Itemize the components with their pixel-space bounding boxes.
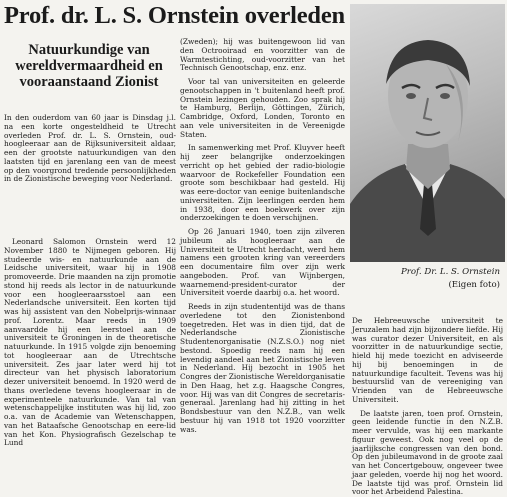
article-column-1 (4, 114, 176, 184)
paragraph: De laatste jaren, toen prof. Ornstein, geen leidende functie in den N.Z.B. meer vervulde, was hij een markante figuur geweest. Ook nog veel op de jaarlijksche congressen van den bond. Op den jubileumavond in de groote zaal van het Concertgebouw, ongeveer twee jaar geleden, voerde hij nog het woord. De laatste tijd was prof. Ornstein lid voor het Arbeidend Palestina. (352, 410, 503, 497)
article-column-3 (352, 317, 503, 497)
subhead: Natuurkundige van wereldvermaardheid en vooraanstaand Zionist (4, 42, 174, 90)
paragraph: In den ouderdom van 60 jaar is Dinsdag j.l. na een korte ongesteldheid te Utrecht overleden Prof. dr. L. S. Ornstein, oud-hoogleeraar aan de Rijksuniversiteit aldaar, een der grootste natuurkundigen van den laatsten tijd en jarenlang een van de meest op den voorgrond tredende persoonlijkheden in de Zionistische beweging voor Nederland. (4, 114, 176, 184)
paragraph: Reeds in zijn studententijd was de thans overledene tot den Zionistenbond toegetreden. Het was in dien tijd, dat de Nederlandsche Zionistische Studentenorganisatie (N.Z.S.O.) nog niet bestond. Spoedig reeds nam hij een levendig aandeel aan het Zionistische leven in Nederland. Hij bezocht in 1905 het Congres der Zionistische Wereldorganisatie in Den Haag, het z.g. Haagsche Congres, voor. Hij was van dit Congres de secretaris-generaal. Jarenlang had hij zitting in het Bondsbestuur van den N.Z.B., van welk bestuur hij van 1918 tot 1920 voorzitter was. (180, 303, 345, 434)
photo-credit: (Eigen foto) (380, 280, 500, 290)
photo-caption: Prof. Dr. L. S. Ornstein (380, 267, 500, 277)
paragraph: (Zweden); hij was buitengewoon lid van den Octrooiraad en voorzitter van de Warmtestichting, oud-voorzitter van het Technisch Genootschap, enz. enz. (180, 38, 345, 73)
paragraph: De Hebreeuwsche universiteit te Jeruzalem had zijn bijzondere liefde. Hij was curator dezer Universiteit, en als voorzitter in de natuurkundige sectie, hield hij mede toezicht en adviseerde hij bij benoemingen in de natuurkundige faculteit. Tevens was hij bestuurslid van de vereeniging van Vrienden van de Hebreeuwsche Universiteit. (352, 317, 503, 405)
paragraph: Op 26 Januari 1940, toen zijn zilveren jubileum als hoogleeraar aan de Universiteit te Utrecht herdacht, werd hem namens een grooten kring van vereerders een documentaire film over zijn werk aangeboden. Prof. van Wijnbergen, waarnemend-president-curator der Universiteit voerde daarbij o.a. het woord. (180, 228, 345, 298)
paragraph: Leonard Salomon Ornstein werd 12 November 1880 te Nijmegen geboren. Hij studeerde wis- en natuurkunde aan de Leidsche universiteit, waar hij in 1908 promoveerde. Drie maanden na zijn promotie stond hij reeds als lector in de natuurkunde voor een hoogleeraarsstoel aan een Nederlandsche universiteit. Een korten tijd was hij assistent van den Nobelprijs-winnaar prof. Lorentz. Maar reeds in 1909 aanvaardde hij een leerstoel aan de universiteit te Groningen in de theoretische natuurkunde. In 1915 volgde zijn benoeming tot hoogleeraar aan de Utrechtsche universiteit. Zes jaar later werd hij tot directeur van het physisch laboratorium dezer universiteit benoemd. In 1920 werd de thans overledene tevens hoogleeraar in de experimenteele natuurkunde. Van tal van wetenschappelijke instituten was hij lid, zoo o.a. van de Academie van Wetenschappen, van het Bataafsche Genootschap en eere-lid van het Kon. Physiografisch Gezelschap te Lund (4, 238, 176, 448)
paragraph: Voor tal van universiteiten en geleerde genootschappen in 't buitenland heeft prof. Ornstein lezingen gehouden. Zoo sprak hij te Hamburg, Berlijn, Göttingen, Zürich, Cambridge, Oxford, Londen, Toronto en aan vele universiteiten in de Vereenigde Staten. (180, 78, 345, 139)
portrait-photo (350, 4, 505, 262)
headline: Prof. dr. L. S. Ornstein overleden (4, 2, 354, 29)
paragraph: In samenwerking met Prof. Kluyver heeft hij zeer belangrijke onderzoekingen verricht op het gebied der radio-biologie waarvoor de Rockefeller Foundation een groote som beschikbaar had gesteld. Hij was eere-doctor van eenige buitenlandsche universiteiten. Zijn leerlingen eerden hem in 1938, door een boekwerk over zijn onderzoekingen te doen verschijnen. (180, 144, 345, 223)
portrait-photo-icon (350, 4, 505, 262)
article-column-1-continued (4, 238, 176, 448)
article-column-2 (180, 38, 345, 434)
